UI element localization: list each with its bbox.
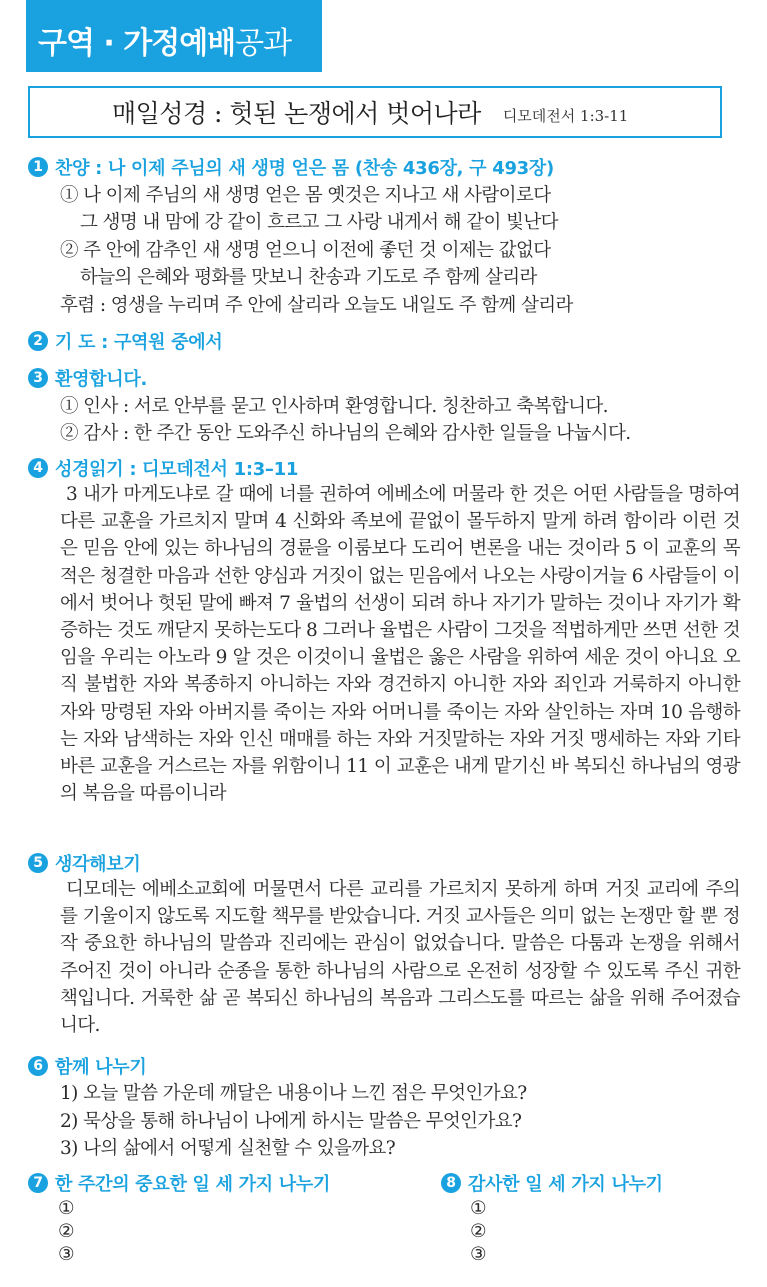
section-heading-text: 성경읽기 : 디모데전서 1:3–11	[55, 459, 299, 480]
list-item: ②	[58, 1221, 74, 1242]
banner-title: 구역 · 가정예배	[38, 26, 236, 61]
section-6-heading	[28, 1053, 146, 1079]
section-heading-text: 한 주간의 중요한 일 세 가지 나누기	[55, 1174, 331, 1195]
section-5-heading	[28, 850, 140, 876]
section-heading-text: 함께 나누기	[55, 1057, 147, 1078]
hymn-refrain: 후렴 : 영생을 누리며 주 안에 살리라 오늘도 내일도 주 함께 살리라	[60, 295, 573, 316]
hymn-line: 하늘의 은혜와 평화를 맛보니 찬송과 기도로 주 함께 살리라	[80, 267, 537, 288]
scripture-reference: 디모데전서 1:3-11	[502, 106, 629, 125]
discussion-question: 3) 나의 삶에서 어떻게 실천할 수 있을까요?	[60, 1138, 396, 1159]
discussion-question: 1) 오늘 말씀 가운데 깨달은 내용이나 느낀 점은 무엇인가요?	[60, 1083, 527, 1104]
section-1-heading	[28, 154, 554, 180]
section-number-badge: 3	[28, 368, 48, 388]
section-heading-text: 기 도 : 구역원 중에서	[55, 332, 223, 353]
section-number-badge: 4	[28, 458, 48, 478]
list-item: ①	[470, 1198, 486, 1219]
discussion-question: 2) 묵상을 통해 하나님이 나에게 하시는 말씀은 무엇인가요?	[60, 1111, 522, 1132]
page-banner	[26, 0, 322, 72]
list-item: ①	[58, 1198, 74, 1219]
section-2-heading	[28, 328, 222, 354]
section-heading-text: 찬양 : 나 이제 주님의 새 생명 얻은 몸 (찬송 436장, 구 493장)	[55, 158, 554, 179]
scripture-text: 3 내가 마게도냐로 갈 때에 너를 권하여 에베소에 머물라 한 것은 어떤 사람들을 명하여 다른 교훈을 가르치지 말며 4 신화와 족보에 끝없이 몰두하지 말게 하려 함이라 이런 것은 믿음 안에 있는 하나님의 경륜을 이룸보다 도리어 변론을 내는 것이라 5 이 교훈의 목적은 청결한 마음과 선한 양심과 거짓이 없는 믿음에서 나오는 사랑이거늘 6 사람들이 이에서 벗어나 헛된 말에 빠져 7 율법의 선생이 되려 하나 자기가 말하는 것이나 자기가 확증하는 것도 깨닫지 못하는도다 8 그러나 율법은 사람이 그것을 적법하게만 쓰면 선한 것임을 우리는 아노라 9 알 것은 이것이니 율법은 옳은 사람을 위하여 세운 것이 아니요 오직 불법한 자와 복종하지 아니하는 자와 경건하지 아니한 자와 죄인과 거룩하지 아니한 자와 망령된 자와 아버지를 죽이는 자와 어머니를 죽이는 자와 살인하는 자며 10 음행하는 자와 남색하는 자와 인신 매매를 하는 자와 거짓말하는 자와 거짓 맹세하는 자와 기타 바른 교훈을 거스르는 자를 위함이니 11 이 교훈은 내게 맡기신 바 복되신 하나님의 영광의 복음을 따름이니라	[60, 484, 740, 805]
section-heading-text: 환영합니다.	[55, 369, 147, 390]
section-number-badge: 7	[28, 1173, 48, 1193]
section-number-badge: 8	[441, 1173, 461, 1193]
list-item: ③	[470, 1244, 486, 1265]
section-number-badge: 1	[28, 157, 48, 177]
hymn-line: ① 나 이제 주님의 새 생명 얻은 몸 옛것은 지나고 새 사람이로다	[60, 185, 551, 206]
section-8-heading	[441, 1170, 663, 1196]
section-7-heading	[28, 1170, 330, 1196]
welcome-line: ② 감사 : 한 주간 동안 도와주신 하나님의 은혜와 감사한 일들을 나눕시다.	[60, 423, 631, 444]
hymn-line: ② 주 안에 감추인 새 생명 얻으니 이전에 좋던 것 이제는 값없다	[60, 240, 551, 261]
section-number-badge: 2	[28, 331, 48, 351]
section-4-heading	[28, 455, 298, 481]
section-heading-text: 생각해보기	[55, 854, 141, 875]
title-box	[28, 86, 722, 138]
section-heading-text: 감사한 일 세 가지 나누기	[468, 1174, 663, 1195]
welcome-line: ① 인사 : 서로 안부를 묻고 인사하며 환영합니다. 칭찬하고 축복합니다.	[60, 396, 608, 417]
banner-subtitle: 공과	[235, 26, 292, 61]
hymn-line: 그 생명 내 맘에 강 같이 흐르고 그 사랑 내게서 해 같이 빛난다	[80, 212, 558, 233]
list-item: ③	[58, 1244, 74, 1265]
section-number-badge: 6	[28, 1056, 48, 1076]
page-title: 매일성경 : 헛된 논쟁에서 벗어나라	[112, 99, 481, 128]
list-item: ②	[470, 1221, 486, 1242]
section-3-heading	[28, 365, 147, 391]
reflection-text: 디모데는 에베소교회에 머물면서 다른 교리를 가르치지 못하게 하며 거짓 교리에 주의를 기울이지 않도록 지도할 책무를 받았습니다. 거짓 교사들은 의미 없는 논쟁만 할 뿐 정작 중요한 하나님의 말씀과 진리에는 관심이 없었습니다. 말씀은 다툼과 논쟁을 위해서 주어진 것이 아니라 순종을 통한 하나님의 사람으로 온전히 성장할 수 있도록 주신 귀한 책입니다. 거룩한 삶 곧 복되신 하나님의 복음과 그리스도를 따르는 삶을 위해 주어졌습니다.	[60, 879, 740, 1037]
section-number-badge: 5	[28, 853, 48, 873]
